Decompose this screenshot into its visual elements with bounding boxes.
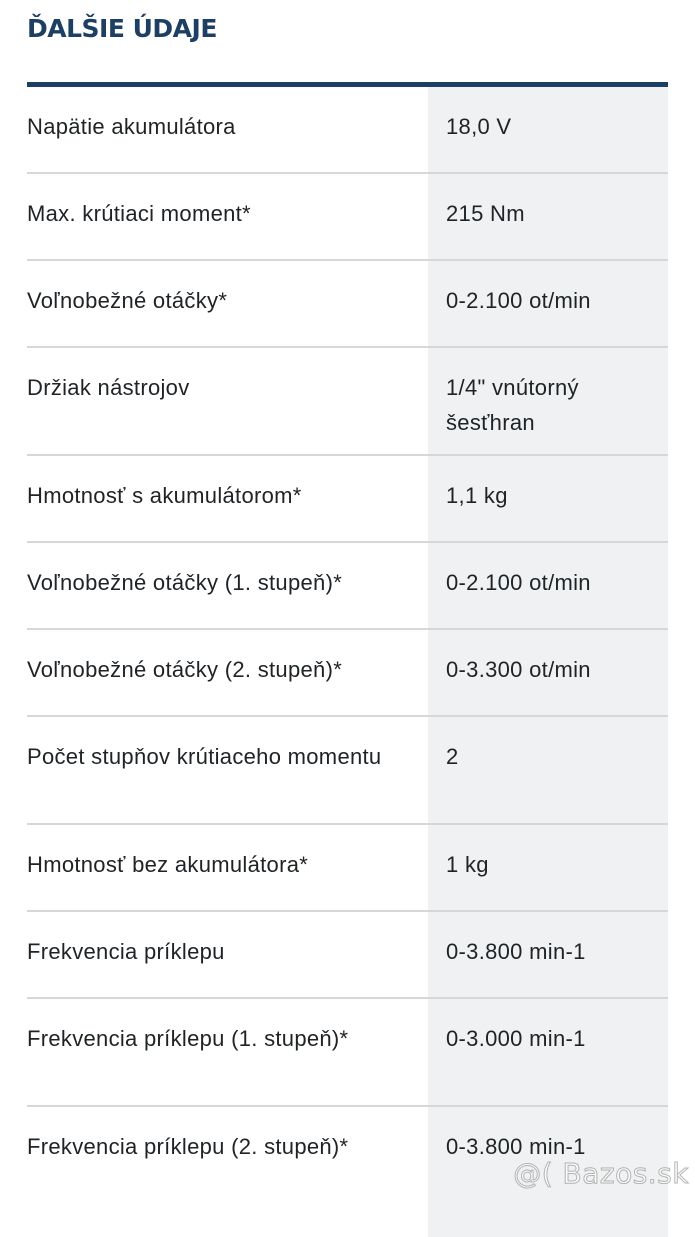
section-title: ĎALŠIE ÚDAJE (27, 14, 217, 43)
spec-label: Frekvencia príklepu (1. stupeň)* (27, 1026, 349, 1051)
spec-row (27, 261, 668, 348)
spec-row (27, 630, 668, 717)
spec-value: 1/4" vnútorný šesťhran (428, 348, 668, 454)
spec-label: Max. krútiaci moment* (27, 201, 251, 226)
spec-row (27, 717, 668, 825)
spec-label: Hmotnosť bez akumulátora* (27, 852, 309, 877)
spec-label: Počet stupňov krútiaceho momentu (27, 744, 382, 769)
spec-value: 18,0 V (428, 87, 668, 172)
spec-row (27, 912, 668, 999)
spec-row (27, 348, 668, 456)
spec-value: 2 (428, 717, 668, 823)
spec-label: Držiak nástrojov (27, 375, 190, 400)
spec-row (27, 543, 668, 630)
spec-value: 215 Nm (428, 174, 668, 259)
spec-value: 1,1 kg (428, 456, 668, 541)
spec-row (27, 87, 668, 174)
spec-label: Hmotnosť s akumulátorom* (27, 483, 302, 508)
spec-label: Voľnobežné otáčky (2. stupeň)* (27, 657, 343, 682)
spec-label: Voľnobežné otáčky* (27, 288, 228, 313)
spec-value: 0-3.800 min-1 (428, 912, 668, 997)
spec-value: 0-2.100 ot/min (428, 261, 668, 346)
spec-label: Voľnobežné otáčky (1. stupeň)* (27, 570, 343, 595)
spec-value: 1 kg (428, 825, 668, 910)
specs-table (27, 82, 668, 1237)
watermark-logo: @( Bazos.sk (513, 1157, 689, 1190)
spec-row (27, 174, 668, 261)
spec-row (27, 999, 668, 1107)
spec-value: 0-3.800 min-1 (428, 1107, 668, 1237)
spec-value: 0-3.000 min-1 (428, 999, 668, 1105)
spec-row (27, 456, 668, 543)
spec-label: Frekvencia príklepu (27, 939, 225, 964)
spec-value: 0-3.300 ot/min (428, 630, 668, 715)
spec-label: Frekvencia príklepu (2. stupeň)* (27, 1134, 349, 1159)
spec-row (27, 825, 668, 912)
spec-label: Napätie akumulátora (27, 114, 236, 139)
spec-value: 0-2.100 ot/min (428, 543, 668, 628)
